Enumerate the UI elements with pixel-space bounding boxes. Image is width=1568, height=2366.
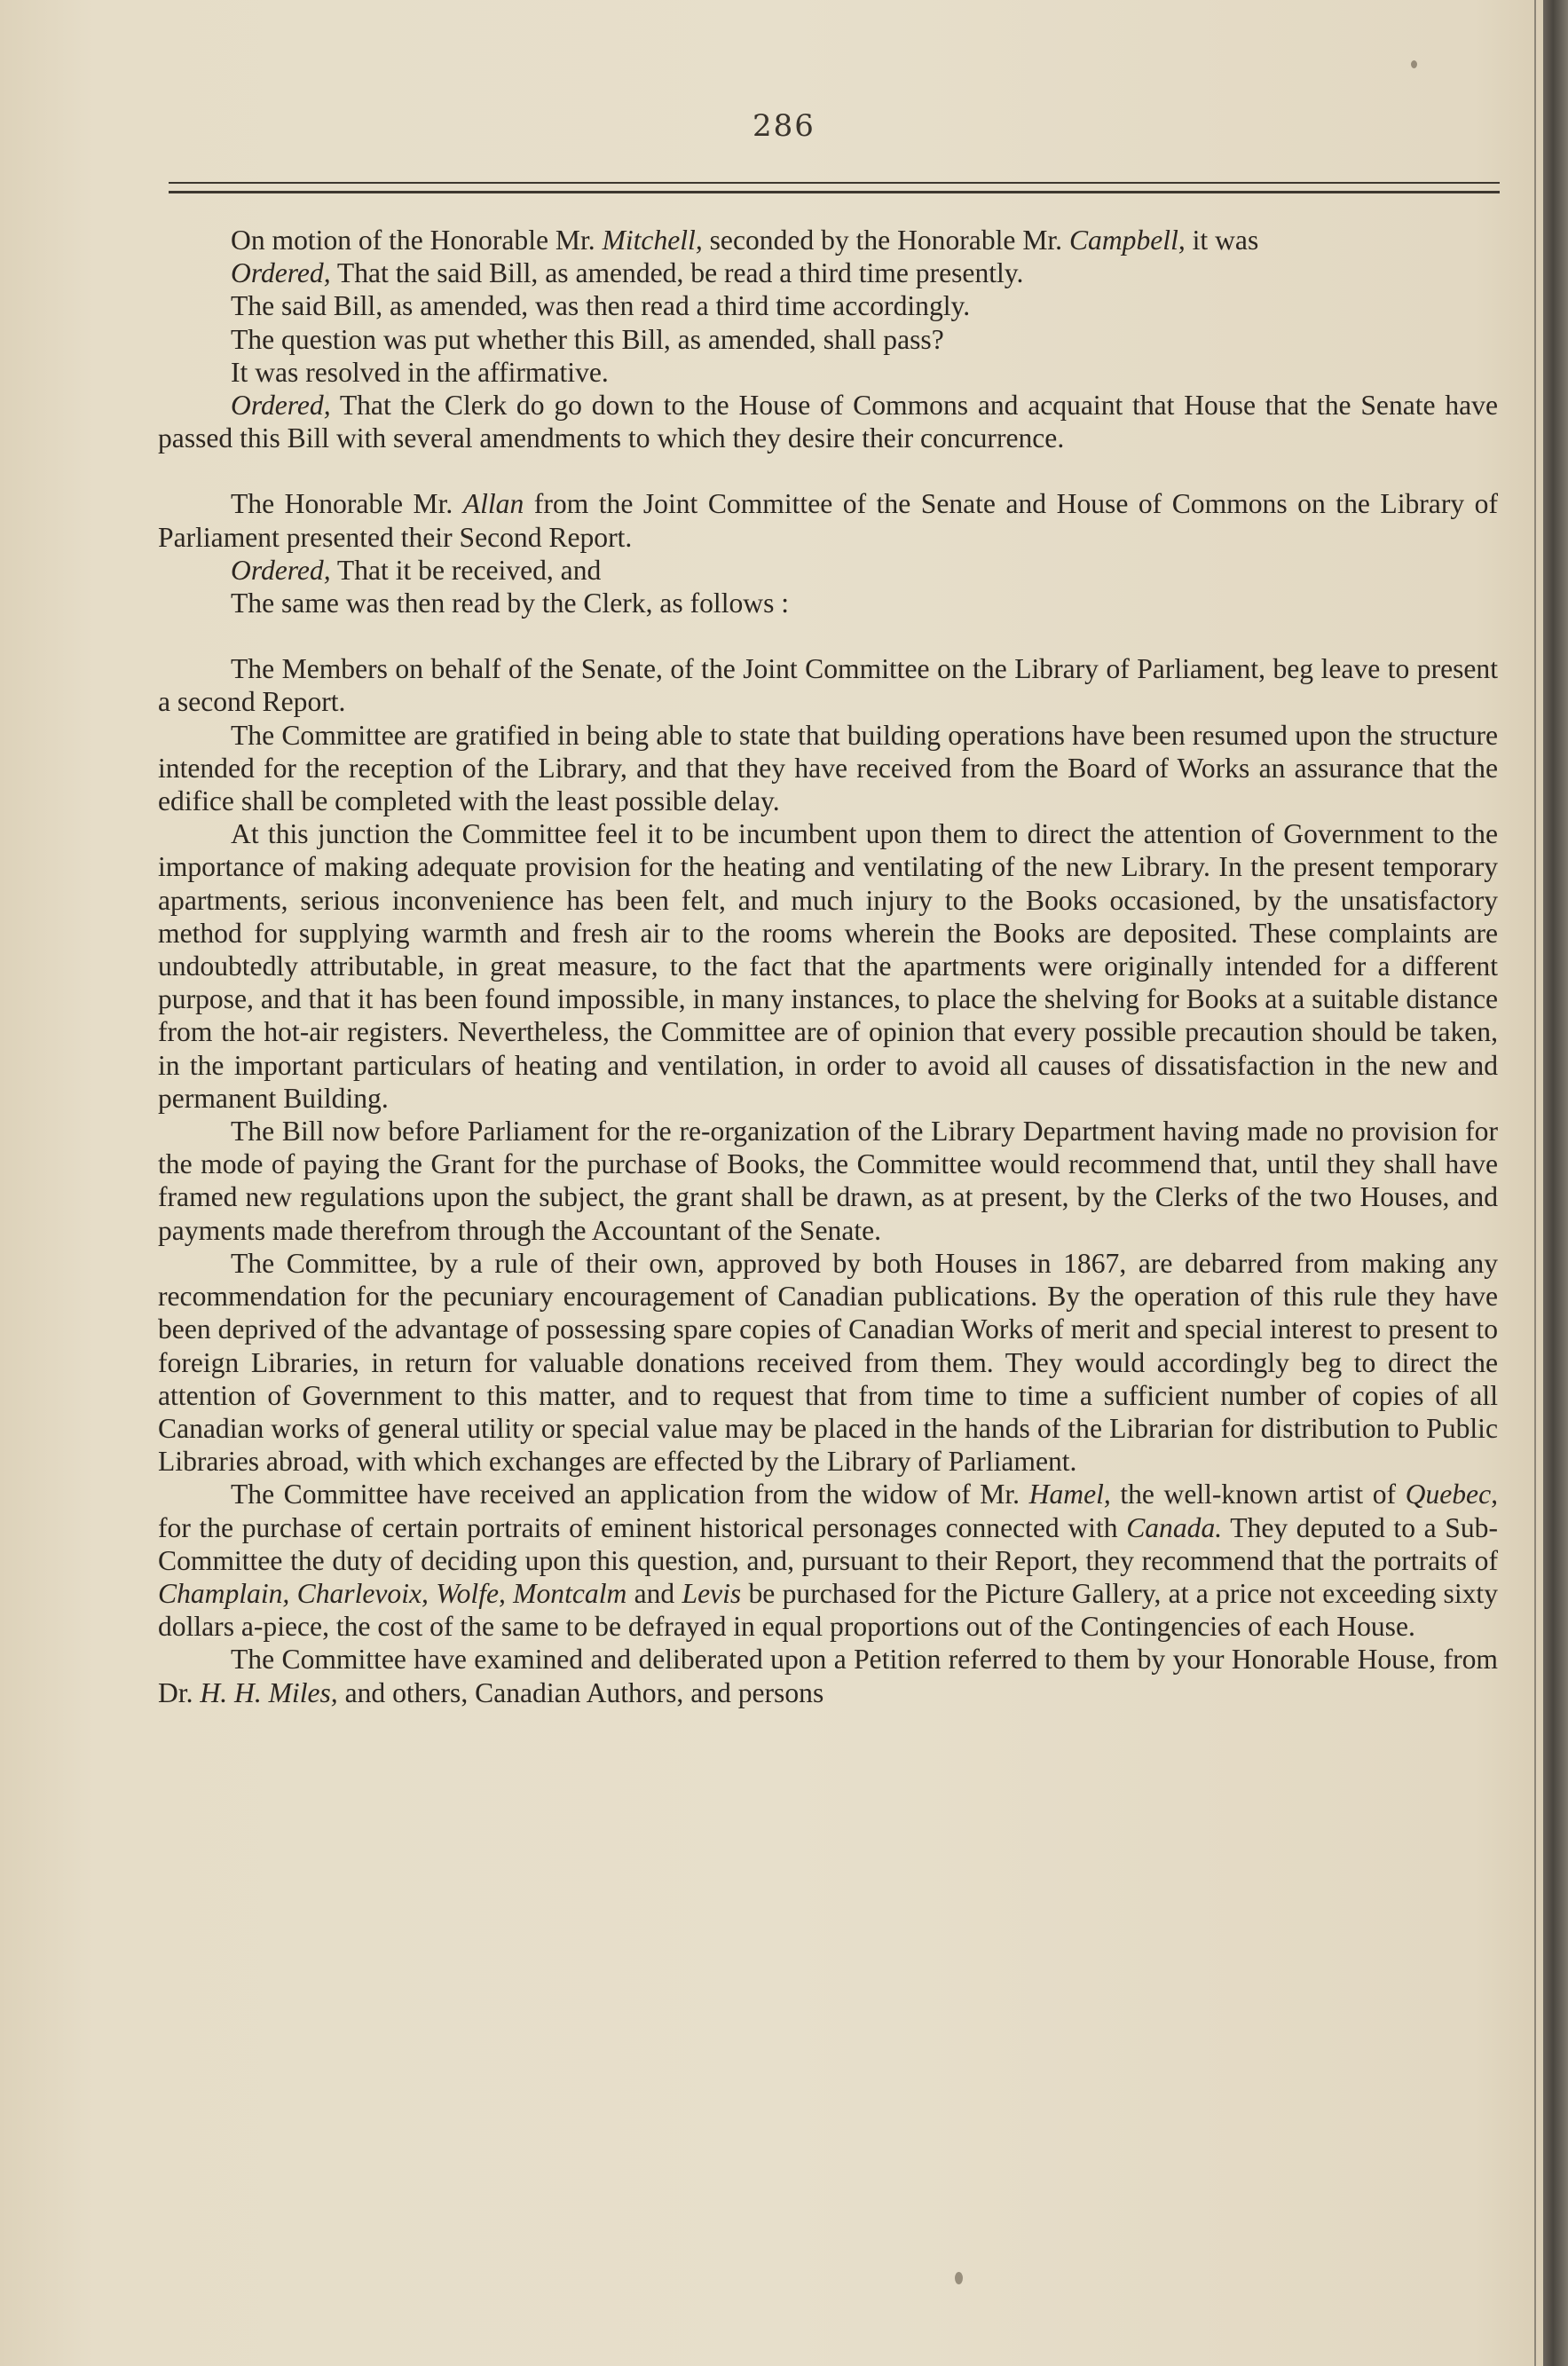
paragraph-p15: [158, 1478, 1498, 1643]
italic-text: Ordered,: [231, 554, 331, 586]
italic-text: Canada.: [1126, 1511, 1223, 1543]
paragraph-p9: [158, 587, 1498, 619]
paragraph-p5: [158, 356, 1498, 389]
text-run: The Committee have examined and deliberated upon a Petition referred to them by your Honorable House, from Dr.: [158, 1644, 1498, 1708]
italic-text: Mitchell,: [602, 225, 703, 256]
text-run: the well-known artist of: [1110, 1479, 1406, 1510]
paragraph-p8: [158, 554, 1498, 587]
text-run: The Committee are gratified in being able to state that building operations have been resumed upon the structure intended for the reception of the Library, and that they have received from the Board of Works an assurance that the edifice shall be completed with the least possible delay.: [158, 719, 1498, 817]
italic-text: Levis: [682, 1577, 742, 1609]
paragraph-p7: [158, 487, 1498, 553]
header-rule-thick: [169, 191, 1500, 193]
text-run: They deputed to a Sub-Committee the duty of deciding upon this question, and, pursuant to their Report, they recommend that the portraits of: [158, 1511, 1498, 1576]
italic-text: Champlain, Charlevoix, Wolfe, Montcalm: [158, 1577, 627, 1609]
italic-text: Campbell,: [1068, 225, 1186, 256]
text-run: That the Clerk do go down to the House of Commons and acquaint that House that the Senate have passed this Bill with several amendments to which they desire their concurrence.: [158, 390, 1498, 454]
text-run: The question was put whether this Bill, as amended, shall pass?: [231, 323, 944, 355]
text-run: The Committee, by a rule of their own, approved by both Houses in 1867, are debarred from making any recommendation for the pecuniary encouragement of Canadian publications. By the operation of this rule they have been deprived of the advantage of possessing spare copies of Canadian Works of merit and special interest to present to foreign Libraries, in return for valuable donations received from them. They would accordingly beg to direct the attention of Government to this matter, and to request that from time to time a sufficient number of copies of all Canadian works of general utility or special value may be placed in the hands of the Librarian for distribution to Public Libraries abroad, with which exchanges are effected by the Library of Parliament.: [158, 1247, 1498, 1478]
text-run: That it be received, and: [330, 554, 602, 586]
page-fold-line: [1534, 0, 1536, 2366]
paragraph-p2: [158, 256, 1498, 289]
text-run: and others, Canadian Authors, and persons: [337, 1676, 824, 1708]
italic-text: H. H. Miles,: [200, 1676, 338, 1708]
ink-spot: [955, 2272, 963, 2284]
text-run: seconded by the Honorable Mr.: [702, 225, 1069, 256]
text-run: The Committee have received an application from the widow of Mr.: [231, 1479, 1029, 1510]
text-run: It was resolved in the affirmative.: [231, 356, 609, 388]
text-run: The Bill now before Parliament for the re-organization of the Library Department having made no provision for the mode of paying the Grant for the purchase of Books, the Committee would recommend that, until they shall have framed new regulations upon the subject, the grant shall be drawn, as at present, by the Clerks of the two Houses, and payments made therefrom through the Accountant of the Senate.: [158, 1116, 1498, 1246]
text-run: for the purchase of certain portraits of eminent historical personages connected with: [158, 1511, 1127, 1543]
paragraph-p4: [158, 323, 1498, 356]
text-run: it was: [1185, 225, 1259, 256]
text-run: At this junction the Committee feel it to be incumbent upon them to direct the attention of Government to the importance of making adequate provision for the heating and ventilating of the new Library. In the present temporary apartments, serious inconvenience has been felt, and much injury to the Books occasioned, by the unsatisfactory method for supplying warmth and fresh air to the rooms wherein the Books are deposited. These complaints are undoubtedly attributable, in great measure, to the fact that the apartments were originally intended for a different purpose, and that it has been found impossible, in many instances, to place the shelving for Books at a suitable distance from the hot-air registers. Nevertheless, the Committee are of opinion that every possible precaution should be taken, in the important particulars of heating and ventilation, in order to avoid all causes of dissatisfaction in the new and permanent Building.: [158, 818, 1498, 1114]
text-run: The said Bill, as amended, was then read a third time accordingly.: [231, 290, 971, 322]
italic-text: Ordered,: [231, 257, 331, 289]
text-run: from the Joint Committee of the Senate and House of Commons on the Library of Parliament presented their Second Report.: [158, 488, 1498, 553]
paragraph-p1: [158, 224, 1498, 256]
paragraph-p16: [158, 1643, 1498, 1708]
text-run: be purchased for the Picture Gallery, at a price not exceeding sixty dollars a-piece, the cost of the same to be defrayed in equal proportions out of the Contingencies of each House.: [158, 1577, 1498, 1643]
body-text: [158, 224, 1498, 1709]
paragraph-p3: [158, 289, 1498, 322]
page-binding-edge: [1543, 0, 1568, 2366]
paragraph-p6: [158, 389, 1498, 454]
paragraph-p13: [158, 1115, 1498, 1247]
text-run: That the said Bill, as amended, be read a third time presently.: [330, 257, 1024, 289]
ink-spot: [1411, 60, 1417, 68]
italic-text: Ordered,: [231, 390, 331, 422]
paragraph-p14: [158, 1247, 1498, 1478]
header-rule-thin: [169, 182, 1500, 184]
italic-text: Hamel,: [1028, 1479, 1111, 1510]
text-run: The Honorable Mr.: [231, 488, 463, 520]
paragraph-p10: [158, 652, 1498, 718]
text-run: The Members on behalf of the Senate, of the Joint Committee on the Library of Parliament, beg leave to present a second Report.: [158, 653, 1498, 718]
page-number: 286: [752, 108, 816, 144]
text-run: and: [626, 1577, 682, 1609]
paragraph-p12: [158, 817, 1498, 1115]
text-run: The same was then read by the Clerk, as follows :: [231, 588, 790, 619]
text-run: On motion of the Honorable Mr.: [231, 225, 603, 256]
italic-text: Allan: [462, 488, 524, 520]
italic-text: Quebec,: [1405, 1479, 1499, 1510]
paragraph-p11: [158, 719, 1498, 818]
